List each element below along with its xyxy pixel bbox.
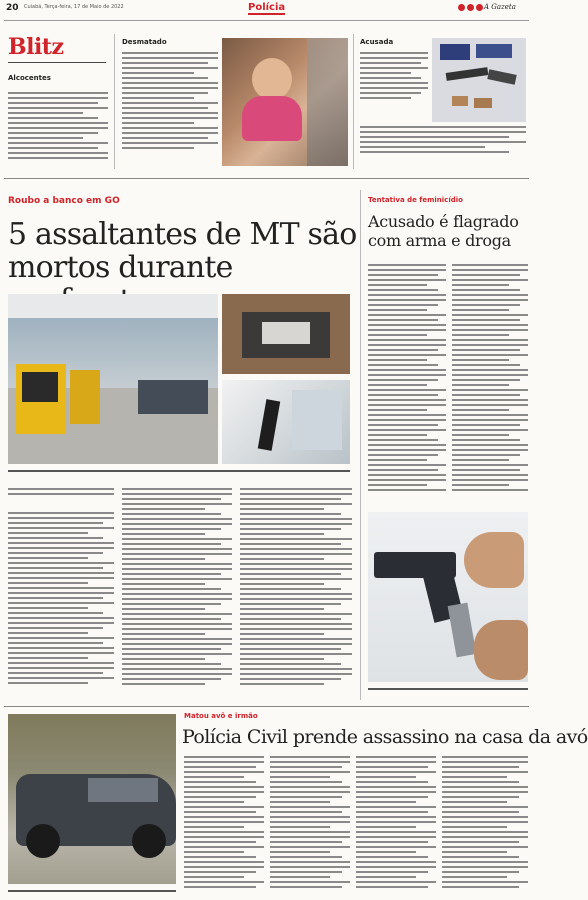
side-headline-line2: com arma e droga [368, 231, 511, 250]
bottom-story-kicker: Matou avô e irmão [184, 712, 258, 720]
twitter-icon [476, 4, 483, 11]
blitz-col1-heading: Alcocentes [8, 74, 51, 82]
facebook-icon [458, 4, 465, 11]
main-headline-line2: mortos durante [8, 250, 233, 285]
gun-photo [368, 512, 528, 682]
police-car-photo [8, 714, 176, 884]
blitz-photo-seized [432, 38, 526, 122]
side-story-kicker: Tentativa de feminicídio [368, 196, 463, 204]
instagram-icon [467, 4, 474, 11]
blitz-col2-heading: Desmatado [122, 38, 167, 46]
main-story-kicker: Roubo a banco em GO [8, 196, 120, 206]
vault-photo [222, 294, 350, 374]
side-headline-line1: Acusado é flagrado [368, 212, 519, 231]
bank-interior-photo [8, 294, 218, 464]
crime-scene-photo [222, 380, 350, 464]
section-label: Polícia [248, 2, 286, 13]
blitz-col3-heading: Acusada [360, 38, 394, 46]
blitz-photo-girl [222, 38, 348, 166]
side-story-headline [368, 212, 528, 250]
social-icons [458, 4, 483, 11]
page-header [0, 0, 533, 20]
blitz-title: Blitz [8, 34, 64, 60]
bottom-story-headline: Polícia Civil prende assassino na casa da avó [182, 726, 588, 748]
logo: A Gazeta [484, 3, 516, 11]
page-number: 20 [6, 3, 19, 13]
dateline: Cuiabá, Terça-feira, 17 de Maio de 2022 [24, 4, 124, 10]
main-headline-line1: 5 assaltantes de MT são [8, 217, 357, 252]
